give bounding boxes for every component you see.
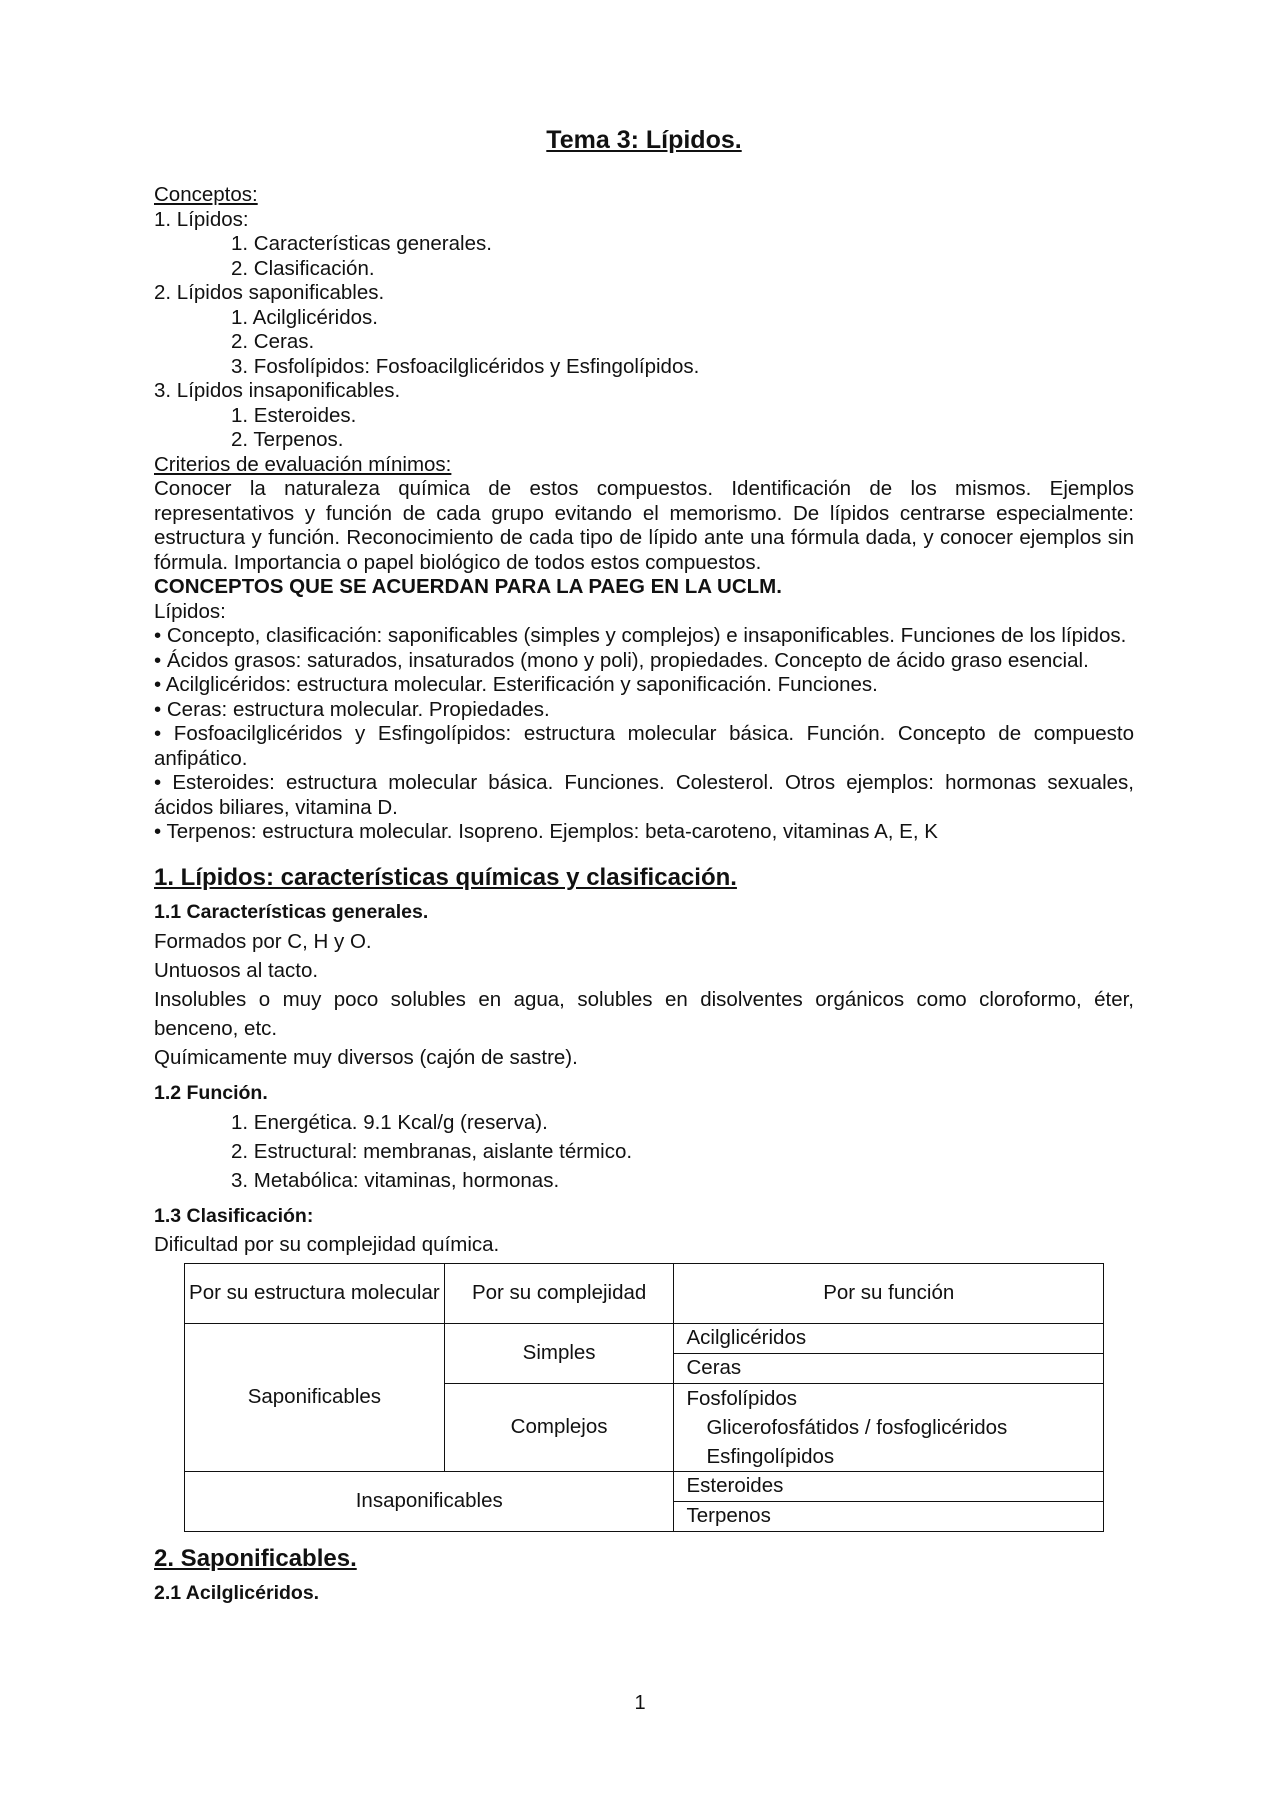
- table-cell-saponificables: Saponificables: [185, 1323, 445, 1471]
- table-cell-complejos: Complejos: [444, 1383, 674, 1471]
- esfingolipidos-label: Esfingolípidos: [706, 1444, 835, 1468]
- paeg-bullet: • Ceras: estructura molecular. Propiedades.: [154, 697, 550, 721]
- function-item: 2. Estructural: membranas, aislante térmico.: [231, 1139, 633, 1163]
- classification-table: [184, 1263, 1104, 1532]
- classification-intro: Dificultad por su complejidad química.: [154, 1232, 500, 1256]
- paeg-bullet: • Acilglicéridos: estructura molecular. Esterificación y saponificación. Funciones.: [154, 673, 878, 696]
- section-1-2-heading: 1.2 Función.: [154, 1081, 268, 1104]
- page-number: 1: [634, 1692, 646, 1714]
- section-1-heading: 1. Lípidos: características químicas y clasificación.: [154, 863, 737, 891]
- criterios-heading: Criterios de evaluación mínimos:: [154, 452, 452, 476]
- paeg-heading: CONCEPTOS QUE SE ACUERDAN PARA LA PAEG EN LA UCLM.: [154, 575, 782, 598]
- concepto-subitem: 1. Esteroides.: [231, 403, 357, 427]
- glicerofosfatidos-label: Glicerofosfátidos / fosfoglicéridos: [706, 1415, 1008, 1439]
- characteristic-line: Untuosos al tacto.: [154, 958, 319, 982]
- table-cell-ceras: Ceras: [674, 1353, 1104, 1383]
- concepto-subitem: 2. Clasificación.: [231, 256, 375, 280]
- characteristic-line: Químicamente muy diversos (cajón de sastre).: [154, 1045, 578, 1069]
- concepto-item: 2. Lípidos saponificables.: [154, 281, 385, 304]
- paeg-bullet: • Terpenos: estructura molecular. Isopreno. Ejemplos: beta-caroteno, vitaminas A, E, K: [154, 820, 938, 843]
- table-cell-simples: Simples: [444, 1323, 674, 1383]
- table-header: Por su función: [674, 1263, 1104, 1323]
- concepto-subitem: 1. Acilglicéridos.: [231, 305, 378, 329]
- paeg-section: [154, 575, 1134, 845]
- function-item: 1. Energética. 9.1 Kcal/g (reserva).: [231, 1110, 548, 1134]
- concepto-item: 1. Lípidos:: [154, 207, 249, 231]
- section-2-1-heading: 2.1 Acilglicéridos.: [154, 1581, 320, 1604]
- concepto-subitem: 2. Ceras.: [231, 330, 315, 353]
- criterios-text: Conocer la naturaleza química de estos compuestos. Identificación de los mismos. Ejemplos representativos y función de cada grupo evitando el memorismo. De lípidos centrarse especialmente: estructura y función. Reconocimiento de cada tipo de lípido ante una fórmula dada, y conocer ejemplos sin fórmula. Importancia o papel biológico de todos estos compuestos.: [154, 477, 1134, 574]
- conceptos-heading: Conceptos:: [154, 183, 258, 206]
- concepto-item: 3. Lípidos insaponificables.: [154, 379, 401, 402]
- paeg-bullet: • Ácidos grasos: saturados, insaturados (mono y poli), propiedades. Concepto de ácido graso esencial.: [154, 648, 1089, 672]
- paeg-bullet: • Esteroides: estructura molecular básica. Funciones. Colesterol. Otros ejemplos: hormonas sexuales, ácidos biliares, vitamina D.: [154, 771, 1134, 819]
- concepto-subitem: 3. Fosfolípidos: Fosfoacilglicéridos y Esfingolípidos.: [231, 354, 700, 378]
- concepto-subitem: 1. Características generales.: [231, 232, 492, 255]
- table-cell-acilgliceridos: Acilglicéridos: [674, 1323, 1104, 1353]
- conceptos-section: [154, 183, 1134, 453]
- table-header: Por su complejidad: [444, 1263, 674, 1323]
- section-1-1-heading: 1.1 Características generales.: [154, 900, 429, 923]
- function-item: 3. Metabólica: vitaminas, hormonas.: [231, 1168, 560, 1192]
- table-cell-esteroides: Esteroides: [674, 1471, 1104, 1501]
- section-1-3-heading: 1.3 Clasificación:: [154, 1204, 314, 1227]
- fosfolipidos-label: Fosfolípidos: [686, 1386, 798, 1410]
- document-page: [154, 126, 1134, 1608]
- criterios-section: [154, 453, 1134, 576]
- section-2: [154, 1544, 1134, 1606]
- section-1: [154, 863, 1134, 1532]
- table-cell-terpenos: Terpenos: [674, 1501, 1104, 1531]
- paeg-sublabel: Lípidos:: [154, 599, 226, 623]
- paeg-bullet: • Concepto, clasificación: saponificables (simples y complejos) e insaponificables. Funciones de los lípidos.: [154, 624, 1127, 647]
- paeg-bullet: • Fosfoacilglicéridos y Esfingolípidos: estructura molecular básica. Función. Concepto de compuesto anfipático.: [154, 722, 1134, 770]
- document-title: Tema 3: Lípidos.: [546, 126, 742, 154]
- characteristic-line: Insolubles o muy poco solubles en agua, solubles en disolventes orgánicos como cloroformo, éter, benceno, etc.: [154, 987, 1134, 1040]
- table-cell-fosfolipidos-group: [674, 1383, 1104, 1471]
- concepto-subitem: 2. Terpenos.: [231, 428, 344, 451]
- section-2-heading: 2. Saponificables.: [154, 1544, 357, 1572]
- characteristic-line: Formados por C, H y O.: [154, 929, 372, 953]
- table-cell-insaponificables: Insaponificables: [185, 1471, 674, 1531]
- table-header: Por su estructura molecular: [185, 1263, 445, 1323]
